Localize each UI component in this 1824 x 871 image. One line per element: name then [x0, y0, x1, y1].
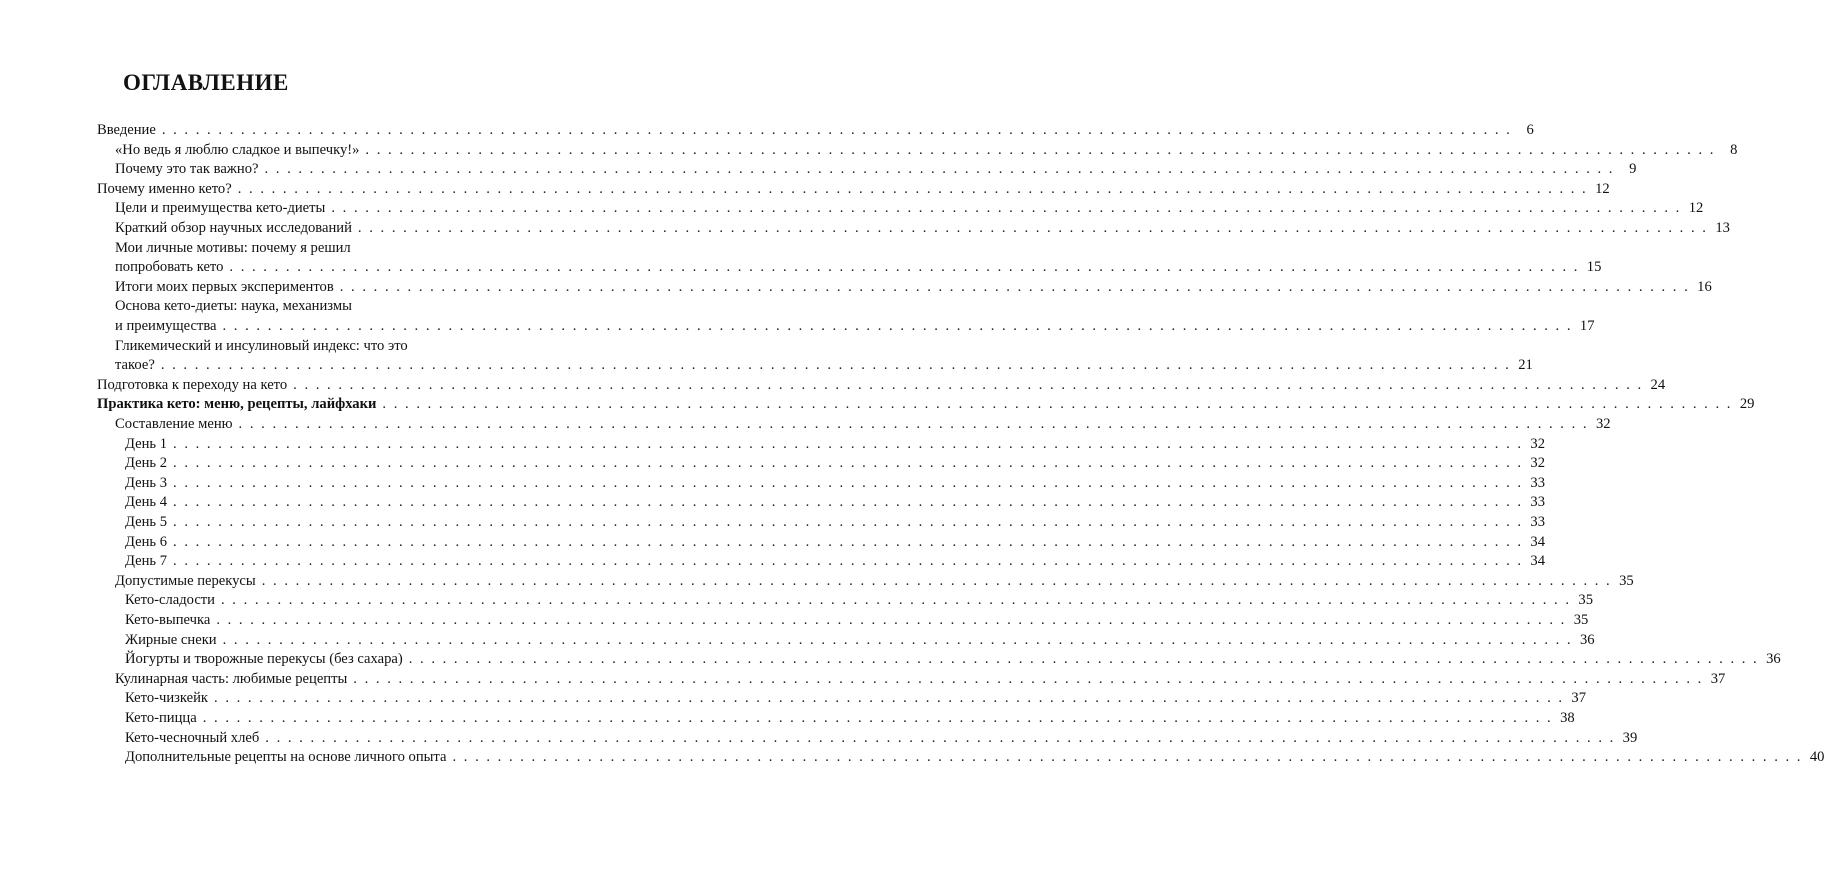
- dot-leader: . . . . . . . . . . . . . . . . . . . . . . . . . . . . . . . . . . . . . . . . . . . . . . . . . . . . . . . . . . . . . . . . . . . . . . . . . . . . . . . . . . . . . . . . . . . . . . . . . . . . . . . . . . . . . . . . . . . . . . . .: [229, 259, 1580, 276]
- toc-entry-label: Составление меню: [115, 416, 233, 432]
- toc-page-number: 21: [1518, 357, 1533, 374]
- dot-leader: . . . . . . . . . . . . . . . . . . . . . . . . . . . . . . . . . . . . . . . . . . . . . . . . . . . . . . . . . . . . . . . . . . . . . . . . . . . . . . . . . . . . . . . . . . . . . . . . . . . . . . . . . . . . . . . . . . . . . . . .: [237, 180, 1588, 197]
- dot-leader: . . . . . . . . . . . . . . . . . . . . . . . . . . . . . . . . . . . . . . . . . . . . . . . . . . . . . . . . . . . . . . . . . . . . . . . . . . . . . . . . . . . . . . . . . . . . . . . . . . . . . . . . . . . . . . . . . . . . . . . .: [173, 553, 1524, 570]
- toc-entry-label: Гликемический и инсулиновый индекс: что это: [115, 337, 408, 354]
- toc-page-number: 35: [1619, 572, 1634, 589]
- toc-entry-label: День 3: [125, 474, 168, 491]
- toc-entry-label: Подготовка к переходу на кето: [97, 376, 288, 393]
- toc-page-number: 37: [1710, 670, 1726, 687]
- dot-leader: . . . . . . . . . . . . . . . . . . . . . . . . . . . . . . . . . . . . . . . . . . . . . . . . . . . . . . . . . . . . . . . . . . . . . . . . . . . . . . . . . . . . . . . . . . . . . . . . . . . . . . . . . . . . . . . . . . . . . . . .: [353, 670, 1704, 687]
- dot-leader: . . . . . . . . . . . . . . . . . . . . . . . . . . . . . . . . . . . . . . . . . . . . . . . . . . . . . . . . . . . . . . . . . . . . . . . . . . . . . . . . . . . . . . . . . . . . . . . . . . . . . . . . . . . . . . . . . . . . . . . .: [222, 318, 1573, 334]
- dot-leader: . . . . . . . . . . . . . . . . . . . . . . . . . . . . . . . . . . . . . . . . . . . . . . . . . . . . . . . . . . . . . . . . . . . . . . . . . . . . . . . . . . . . . . . . . . . . . . . . . . . . . . . . . . . . . . . . . . . . . . . .: [160, 357, 1511, 374]
- dot-leader: . . . . . . . . . . . . . . . . . . . . . . . . . . . . . . . . . . . . . . . . . . . . . . . . . . . . . . . . . . . . . . . . . . . . . . . . . . . . . . . . . . . . . . . . . . . . . . . . . . . . . . . . . . . . . . . . . . . . . . . .: [173, 455, 1524, 472]
- toc-entry-label: «Но ведь я люблю сладкое и выпечку!»: [115, 141, 360, 158]
- toc-page-number: 8: [1730, 141, 1738, 158]
- dot-leader: . . . . . . . . . . . . . . . . . . . . . . . . . . . . . . . . . . . . . . . . . . . . . . . . . . . . . . . . . . . . . . . . . . . . . . . . . . . . . . . . . . . . . . . . . . . . . . . . . . . . . . . . . . . . . . . . . . . . . . . .: [452, 749, 1803, 766]
- toc-entry-label: Допустимые перекусы: [115, 572, 256, 589]
- toc-page-number: 35: [1573, 612, 1589, 628]
- toc-page-number: 17: [1579, 318, 1595, 334]
- toc-entry-label: Кето-сладости: [125, 592, 215, 609]
- dot-leader: . . . . . . . . . . . . . . . . . . . . . . . . . . . . . . . . . . . . . . . . . . . . . . . . . . . . . . . . . . . . . . . . . . . . . . . . . . . . . . . . . . . . . . . . . . . . . . . . . . . . . . . . . . . . . . . . . . . . . . . .: [216, 612, 1567, 628]
- toc-entry-label: Основа кето-диеты: наука, механизмы: [115, 298, 352, 315]
- toc-page-number: 35: [1578, 592, 1593, 609]
- toc-entry-label: попробовать кето: [115, 259, 224, 276]
- toc-page-number: 33: [1530, 514, 1546, 530]
- dot-leader: . . . . . . . . . . . . . . . . . . . . . . . . . . . . . . . . . . . . . . . . . . . . . . . . . . . . . . . . . . . . . . . . . . . . . . . . . . . . . . . . . . . . . . . . . . . . . . . . . . . . . . . . . . . . . . . . . . . . . . . .: [202, 710, 1553, 726]
- toc-page-number: 6: [1526, 122, 1534, 138]
- toc-page-number: 37: [1571, 690, 1587, 707]
- toc-entry-label: Кето-чесночный хлеб: [125, 729, 260, 746]
- dot-leader: . . . . . . . . . . . . . . . . . . . . . . . . . . . . . . . . . . . . . . . . . . . . . . . . . . . . . . . . . . . . . . . . . . . . . . . . . . . . . . . . . . . . . . . . . . . . . . . . . . . . . . . . . . . . . . . . . . . . . . . .: [382, 396, 1733, 413]
- toc-page-number: 15: [1586, 259, 1602, 276]
- toc-page-number: 12: [1595, 180, 1610, 197]
- dot-leader: . . . . . . . . . . . . . . . . . . . . . . . . . . . . . . . . . . . . . . . . . . . . . . . . . . . . . . . . . . . . . . . . . . . . . . . . . . . . . . . . . . . . . . . . . . . . . . . . . . . . . . . . . . . . . . . . . . . . . . . .: [365, 141, 1716, 158]
- toc-page-number: 12: [1688, 200, 1704, 217]
- toc-entry-label: Почему это так важно?: [115, 161, 259, 178]
- toc-entry-label: Практика кето: меню, рецепты, лайфхаки: [97, 396, 377, 413]
- toc-entry-label: День 2: [125, 455, 168, 472]
- toc-entry-label: и преимущества: [115, 318, 217, 334]
- toc-page-number: 13: [1715, 220, 1730, 236]
- toc-page-number: 29: [1739, 396, 1755, 413]
- toc-page-number: 39: [1622, 729, 1638, 746]
- toc-entry-label: Цели и преимущества кето-диеты: [115, 200, 326, 217]
- toc-entry-label: такое?: [115, 357, 155, 374]
- dot-leader: . . . . . . . . . . . . . . . . . . . . . . . . . . . . . . . . . . . . . . . . . . . . . . . . . . . . . . . . . . . . . . . . . . . . . . . . . . . . . . . . . . . . . . . . . . . . . . . . . . . . . . . . . . . . . . . . . . . . . . . .: [161, 122, 1512, 138]
- toc-entry-label: Дополнительные рецепты на основе личного опыта: [125, 749, 447, 766]
- dot-leader: . . . . . . . . . . . . . . . . . . . . . . . . . . . . . . . . . . . . . . . . . . . . . . . . . . . . . . . . . . . . . . . . . . . . . . . . . . . . . . . . . . . . . . . . . . . . . . . . . . . . . . . . . . . . . . . . . . . . . . . .: [238, 416, 1589, 432]
- toc-page-number: 40: [1809, 749, 1824, 766]
- dot-leader: . . . . . . . . . . . . . . . . . . . . . . . . . . . . . . . . . . . . . . . . . . . . . . . . . . . . . . . . . . . . . . . . . . . . . . . . . . . . . . . . . . . . . . . . . . . . . . . . . . . . . . . . . . . . . . . . . . . . . . . .: [173, 494, 1524, 511]
- toc-entry-label: Почему именно кето?: [97, 180, 232, 197]
- toc-page-number: 32: [1530, 455, 1546, 472]
- dot-leader: . . . . . . . . . . . . . . . . . . . . . . . . . . . . . . . . . . . . . . . . . . . . . . . . . . . . . . . . . . . . . . . . . . . . . . . . . . . . . . . . . . . . . . . . . . . . . . . . . . . . . . . . . . . . . . . . . . . . . . . .: [264, 161, 1615, 178]
- toc-entry-label: Жирные снеки: [125, 631, 217, 648]
- toc-entry-label: Мои личные мотивы: почему я решил: [115, 239, 351, 256]
- dot-leader: . . . . . . . . . . . . . . . . . . . . . . . . . . . . . . . . . . . . . . . . . . . . . . . . . . . . . . . . . . . . . . . . . . . . . . . . . . . . . . . . . . . . . . . . . . . . . . . . . . . . . . . . . . . . . . . . . . . . . . . .: [357, 220, 1708, 236]
- toc-entry-label: Йогурты и творожные перекусы (без сахара): [125, 651, 403, 668]
- toc-page-number: 33: [1530, 474, 1546, 491]
- toc-page-number: 36: [1766, 651, 1781, 668]
- dot-leader: . . . . . . . . . . . . . . . . . . . . . . . . . . . . . . . . . . . . . . . . . . . . . . . . . . . . . . . . . . . . . . . . . . . . . . . . . . . . . . . . . . . . . . . . . . . . . . . . . . . . . . . . . . . . . . . . . . . . . . . .: [222, 631, 1573, 648]
- toc-page-number: 32: [1530, 435, 1546, 452]
- toc-page-number: 38: [1560, 710, 1575, 726]
- toc-entry-label: День 1: [125, 435, 168, 452]
- toc-entry-label: Кето-выпечка: [125, 612, 211, 628]
- dot-leader: . . . . . . . . . . . . . . . . . . . . . . . . . . . . . . . . . . . . . . . . . . . . . . . . . . . . . . . . . . . . . . . . . . . . . . . . . . . . . . . . . . . . . . . . . . . . . . . . . . . . . . . . . . . . . . . . . . . . . . . .: [265, 729, 1616, 746]
- toc-page-number: 32: [1595, 416, 1611, 432]
- toc-entry-label: Кето-пицца: [125, 710, 197, 726]
- toc-page-number: 9: [1629, 161, 1637, 178]
- toc-entry-label: Введение: [97, 122, 156, 138]
- toc-entry-label: Итоги моих первых экспериментов: [115, 278, 334, 295]
- toc-entry-label: Кулинарная часть: любимые рецепты: [115, 670, 348, 687]
- dot-leader: . . . . . . . . . . . . . . . . . . . . . . . . . . . . . . . . . . . . . . . . . . . . . . . . . . . . . . . . . . . . . . . . . . . . . . . . . . . . . . . . . . . . . . . . . . . . . . . . . . . . . . . . . . . . . . . . . . . . . . . .: [221, 592, 1571, 609]
- dot-leader: . . . . . . . . . . . . . . . . . . . . . . . . . . . . . . . . . . . . . . . . . . . . . . . . . . . . . . . . . . . . . . . . . . . . . . . . . . . . . . . . . . . . . . . . . . . . . . . . . . . . . . . . . . . . . . . . . . . . . . . .: [173, 474, 1524, 491]
- toc-entry-label: День 7: [125, 553, 168, 570]
- toc-page-number: 34: [1530, 553, 1546, 570]
- toc-entry-label: День 6: [125, 533, 168, 550]
- toc-page-number: 24: [1650, 376, 1666, 393]
- dot-leader: . . . . . . . . . . . . . . . . . . . . . . . . . . . . . . . . . . . . . . . . . . . . . . . . . . . . . . . . . . . . . . . . . . . . . . . . . . . . . . . . . . . . . . . . . . . . . . . . . . . . . . . . . . . . . . . . . . . . . . . .: [293, 376, 1644, 393]
- page-title: ОГЛАВЛЕНИЕ: [123, 70, 289, 95]
- toc-page-number: 36: [1579, 631, 1595, 648]
- dot-leader: . . . . . . . . . . . . . . . . . . . . . . . . . . . . . . . . . . . . . . . . . . . . . . . . . . . . . . . . . . . . . . . . . . . . . . . . . . . . . . . . . . . . . . . . . . . . . . . . . . . . . . . . . . . . . . . . . . . . . . . .: [173, 533, 1524, 550]
- dot-leader: . . . . . . . . . . . . . . . . . . . . . . . . . . . . . . . . . . . . . . . . . . . . . . . . . . . . . . . . . . . . . . . . . . . . . . . . . . . . . . . . . . . . . . . . . . . . . . . . . . . . . . . . . . . . . . . . . . . . . . . .: [173, 435, 1524, 452]
- dot-leader: . . . . . . . . . . . . . . . . . . . . . . . . . . . . . . . . . . . . . . . . . . . . . . . . . . . . . . . . . . . . . . . . . . . . . . . . . . . . . . . . . . . . . . . . . . . . . . . . . . . . . . . . . . . . . . . . . . . . . . . .: [408, 651, 1759, 668]
- toc-entry-label: Кето-чизкейк: [125, 690, 209, 707]
- toc-entry-label: День 5: [125, 514, 168, 530]
- toc-entry-label: Краткий обзор научных исследований: [115, 220, 352, 236]
- dot-leader: . . . . . . . . . . . . . . . . . . . . . . . . . . . . . . . . . . . . . . . . . . . . . . . . . . . . . . . . . . . . . . . . . . . . . . . . . . . . . . . . . . . . . . . . . . . . . . . . . . . . . . . . . . . . . . . . . . . . . . . .: [331, 200, 1682, 217]
- toc-page-number: 33: [1530, 494, 1546, 511]
- dot-leader: . . . . . . . . . . . . . . . . . . . . . . . . . . . . . . . . . . . . . . . . . . . . . . . . . . . . . . . . . . . . . . . . . . . . . . . . . . . . . . . . . . . . . . . . . . . . . . . . . . . . . . . . . . . . . . . . . . . . . . . .: [173, 514, 1524, 530]
- toc-page-number: 34: [1530, 533, 1546, 550]
- dot-leader: . . . . . . . . . . . . . . . . . . . . . . . . . . . . . . . . . . . . . . . . . . . . . . . . . . . . . . . . . . . . . . . . . . . . . . . . . . . . . . . . . . . . . . . . . . . . . . . . . . . . . . . . . . . . . . . . . . . . . . . .: [339, 278, 1690, 295]
- toc-entry-label: День 4: [125, 494, 168, 511]
- dot-leader: . . . . . . . . . . . . . . . . . . . . . . . . . . . . . . . . . . . . . . . . . . . . . . . . . . . . . . . . . . . . . . . . . . . . . . . . . . . . . . . . . . . . . . . . . . . . . . . . . . . . . . . . . . . . . . . . . . . . . . . .: [214, 690, 1565, 707]
- toc-page-number: 16: [1697, 278, 1712, 295]
- dot-leader: . . . . . . . . . . . . . . . . . . . . . . . . . . . . . . . . . . . . . . . . . . . . . . . . . . . . . . . . . . . . . . . . . . . . . . . . . . . . . . . . . . . . . . . . . . . . . . . . . . . . . . . . . . . . . . . . . . . . . . . .: [261, 572, 1612, 589]
